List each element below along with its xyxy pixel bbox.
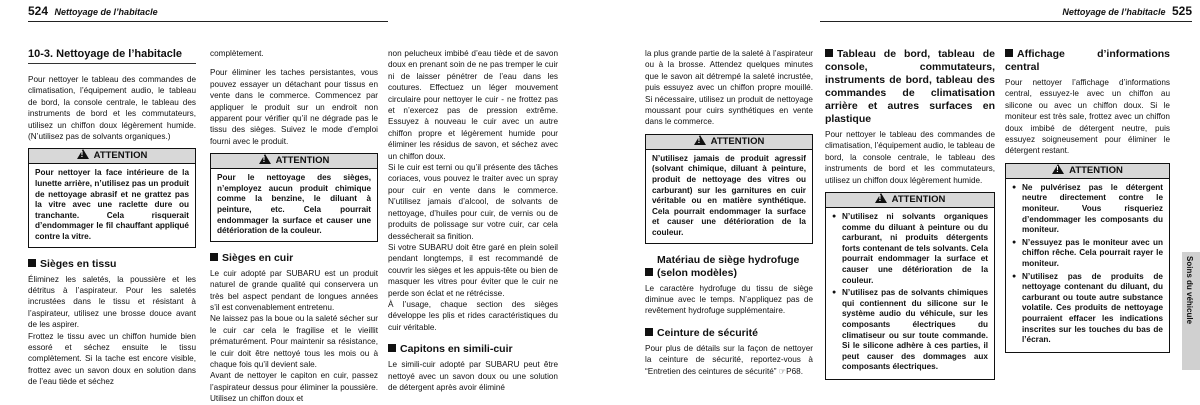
cuir-paragraph-3: Avant de nettoyer le capiton en cuir, passez l’aspirateur dessus pour éliminer la poussière. Utilisez un chiffon doux et (210, 371, 378, 404)
right-col-1 (645, 48, 813, 377)
warning-item: ● N’utilisez pas de solvants chimiques qui contiennent du silicone sur le système audio du véhicule, sur les composants électriques du climatiseur ou sur toute commande. Si le silicone adhère à ces parties, il peut causer des dommages aux composants électriques. (832, 288, 988, 373)
left-col-3 (388, 48, 558, 393)
tableau-paragraph: Pour nettoyer le tableau des commandes de climatisation, l’équipement audio, le tableau de bord, la console centrale, le tableau des instruments de bord et les commutateurs, utilisez un chiffon doux légèrement humide. (825, 130, 995, 185)
heading-tableau: Tableau de bord, tableau de console, commutateurs, instruments de bord, tableau des commandes de climatisation arrière et autres surfaces en plastique (825, 48, 995, 125)
warning-text: Pour nettoyer la face intérieure de la lunette arrière, n’utilisez pas un produit de nettoyage abrasif et ne grattez pas la vitre avec une raclette dure ou tranchante. Cela risquerait d’endommager le fil chauffant appliqué contre la vitre. (35, 168, 189, 241)
paragraph: non pelucheux imbibé d’eau tiède et de savon doux en prenant soin de ne pas tremper le cuir ni de laisser pénétrer de l’eau dans les coutures. Effectuez un léger mouvement circulaire pour nettoyer le cuir - ne frottez pas et n’exercez pas de pression extrême. Essuyez à nouveau le cuir avec un autre chiffon propre et légèrement humide pour éliminer les résidus de savon, et séchez avec un chiffon doux. (388, 49, 558, 161)
warning-header: !ATTENTION (826, 193, 994, 208)
square-bullet-icon (1005, 49, 1013, 57)
warning-triangle-icon (1052, 164, 1064, 174)
left-page-number: 524 (28, 4, 49, 18)
intro-paragraph: Pour nettoyer le tableau des commandes de climatisation, l’équipement audio, le tableau de bord, la console centrale, le tableau des instruments de bord et les commutateurs, utilisez un chiffon doux légèrement humide. (N’utilisez pas de solvants organiques.) (28, 75, 196, 142)
affichage-paragraph: Pour nettoyer l’affichage d’informations central, essuyez-le avec un chiffon au silicone ou avec un chiffon doux. Si le moniteur est très sale, frottez avec un chiffon doux imbibé de détergent neutre, puis essuyez soigneusement pour éliminer le détergent restant. (1005, 78, 1170, 156)
side-tab-label: Soins du véhicule (1185, 256, 1194, 325)
heading-ceinture: Ceinture de sécurité (645, 327, 813, 340)
right-page-number: 525 (1171, 4, 1192, 18)
square-bullet-icon (210, 253, 218, 261)
heading-affichage: Affichage d’informations central (1005, 48, 1170, 73)
square-bullet-icon (825, 49, 833, 57)
section-title: 10-3. Nettoyage de l’habitacle (28, 48, 196, 64)
warning-box (28, 148, 196, 247)
heading-simili: Capitons en simili-cuir (388, 343, 558, 356)
right-page-header (1062, 4, 1192, 18)
ceinture-paragraph: Pour plus de détails sur la façon de nettoyer la ceinture de sécurité, reportez-vous à “Entretien des ceintures de sécurité” ☞P68. (645, 343, 813, 376)
tissu-paragraph-2: Frottez le tissu avec un chiffon humide bien essoré et séchez ensuite le tissu complètement. Si la tache est encore visible, frottez avec un savon doux en solution dans de l’eau tiède et séchez (28, 331, 196, 387)
warning-body (826, 208, 994, 379)
heading-tissu: Sièges en tissu (28, 258, 196, 271)
right-page-header-title: Nettoyage de l’habitacle (1062, 7, 1166, 17)
warning-body (1006, 179, 1169, 352)
warning-triangle-icon (875, 193, 887, 203)
paragraph: la plus grande partie de la saleté à l’aspirateur ou à la brosse. Attendez quelques minutes que le savon ait détrempé la saleté incrustée, puis essuyez avec un chiffon propre mouillé. Si nécessaire, utilisez un produit de nettoyage moussant pour cuirs synthétiques en vente dans le commerce. (645, 49, 813, 127)
left-col-1 (28, 48, 196, 388)
warning-item: ● N’utilisez ni solvants organiques comme du diluant à peinture ou du carburant, ni produits détergents forts contenant de tels solvants. Cela pourrait endommager la surface et causer une détérioration de la couleur. (832, 212, 988, 286)
paragraph: Si le cuir est terni ou qu’il présente des tâches coriaces, vous pouvez le traiter avec un spray pour cuir en vente dans le commerce. N’utilisez jamais d’alcool, de solvants de nettoyage, d’huiles pour cuir, de vernis ou de produits de polissage sur votre cuir, car cela dessécherait sa finition. (388, 163, 558, 241)
left-header-rule (28, 21, 388, 22)
warning-text: Pour le nettoyage des sièges, n’employez aucun produit chimique comme la benzine, le diluant à peinture, etc. Cela pourrait endommager la surface et causer une détérioration de la couleur. (217, 173, 371, 236)
chapter-side-tab (1182, 252, 1200, 370)
warning-header: !ATTENTION (211, 154, 377, 169)
warning-box (1005, 163, 1170, 353)
warning-header: !ATTENTION (646, 135, 812, 150)
left-col-2 (210, 48, 378, 405)
hydro-paragraph: Le caractère hydrofuge du tissu de siège diminue avec le temps. N’appliquez pas de revêtement hydrofuge supplémentaire. (645, 283, 813, 316)
warning-triangle-icon (694, 135, 706, 145)
heading-cuir: Sièges en cuir (210, 252, 378, 265)
warning-triangle-icon (77, 149, 89, 159)
tissu-paragraph-1: Éliminez les saletés, la poussière et les détritus à l’aspirateur. Pour les saletés incrustées dans le tissu et résistant à l’aspirateur, utilisez une brosse douce avant de les aspirer. (28, 274, 196, 330)
warning-item: ● Ne pulvérisez pas le détergent neutre directement contre le moniteur. Vous risqueriez d’endommager les composants du moniteur. (1012, 183, 1163, 236)
warning-triangle-icon (259, 154, 271, 164)
square-bullet-icon (645, 268, 653, 276)
simili-paragraph-1: Le simili-cuir adopté par SUBARU peut être nettoyé avec un savon doux ou une solution de détergent après avoir éliminé (388, 360, 558, 392)
warning-header: !ATTENTION (29, 149, 195, 164)
cuir-paragraph-2: Ne laissez pas la boue ou la saleté sécher sur le cuir car cela le fragilise et le vieillit prématurément. Pour maintenir sa résistance, le cuir doit être nettoyé tous les mois ou à chaque fois qu’il devient sale. (210, 314, 378, 370)
warning-header: !ATTENTION (1006, 164, 1169, 179)
square-bullet-icon (388, 344, 396, 352)
warning-item: ● N’utilisez pas de produits de nettoyage contenant du diluant, du carburant ou toute autre substance volatile. Ces produits de nettoyage pourraient effacer les indications inscrites sur les touches du bas de l’écran. (1012, 272, 1163, 346)
heading-hydrofuge: Matériau de siège hydrofuge (selon modèles) (645, 254, 813, 280)
paragraph: Si votre SUBARU doit être garé en plein soleil pendant longtemps, il est recommandé de couvrir les sièges et les appuis-tête ou bien de masquer les vitres pour éviter que le cuir ne perde son éclat et ne rétrécisse. (388, 242, 558, 298)
square-bullet-icon (28, 259, 36, 267)
warning-text: N’utilisez jamais de produit agressif (solvant chimique, diluant à peinture, produit de nettoyage des vitres ou carburant) sur les garnitures en cuir véritable ou en matière synthétique. Cela pourrait endommager la surface et causer une détérioration de la couleur. (652, 153, 806, 237)
warning-box (825, 192, 995, 380)
square-bullet-icon (645, 328, 653, 336)
cuir-paragraph-1: Le cuir adopté par SUBARU est un produit naturel de grande qualité qui conservera un très bel aspect pendant de longues années s’il est convenablement entretenu. (210, 268, 378, 313)
left-page-header (28, 4, 158, 18)
right-col-2 (825, 48, 995, 386)
right-col-3 (1005, 48, 1170, 359)
warning-box (645, 134, 813, 244)
left-page-header-title: Nettoyage de l’habitacle (54, 7, 158, 17)
right-header-rule (820, 21, 1192, 22)
paragraph: complètement. (210, 49, 264, 58)
paragraph: Pour éliminer les taches persistantes, vous pouvez essayer un détachant pour tissus en vente dans le commerce. Commencez par appliquer le produit sur un endroit non apparent pour vérifier qu’il ne dégrade pas le tissu des sièges. Suivez le mode d’emploi fourni avec le produit. (210, 68, 378, 146)
warning-item: ● N’essuyez pas le moniteur avec un chiffon rêche. Cela pourrait rayer le moniteur. (1012, 238, 1163, 270)
paragraph: À l’usage, chaque section des sièges développe les plis et rides caractéristiques du cuir véritable. (388, 299, 558, 332)
warning-box (210, 153, 378, 242)
